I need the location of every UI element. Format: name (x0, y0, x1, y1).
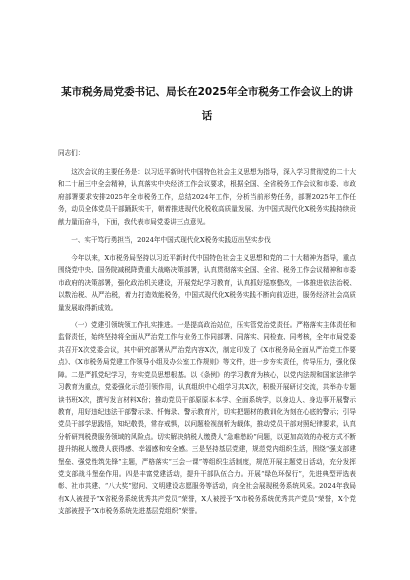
party-building-paragraph: （一）党建引领统领工作扎实推进。一是提高政治站位，压实管党治党责任。严格落实主体责任和监督责任，始终坚持将全面从严治党工作与业务工作同部署、同落实、同检查、同考核，全年市局党委共召开X次党委会议，其中研究部署从严治党内容X次，制定印发了《X市税务局全面从严治党工作要点》、《X市税务局党建工作领导小组及办公室工作规则》等文件，进一步夯实责任，传导压力，强化保障。二是严抓党纪学习，夯实党员思想根基。以《条例》的学习教育为核心，以党内法规和国家法律学习教育为重点，党委强化示范引领作用，认真组织中心组学习共X次，积极开展研讨交流，共举办专题读书班X次，撰写发言材料X份；推动党员干部原原本本学、全面系统学，以身边人、身边事开展警示教育，用好违纪违法干部警示录、忏悔录、警示教育片，切实把题材的教训化为刻在心底的警示；引导党员干部学思践悟，知纪敬畏，常存戒惧，以问题检视剖析为载体，推动党员干部对照纪律要求，认真分析研判税费服务领域的风险点。切实解决纳税人缴费人“急难愁盼”问题，以更加高效的办税方式不断提升纳税人缴费人获得感、幸福感和安全感。三是坚持基层党建，规范党内组织生活，围绕“强支部建堡垒、强党性筑先锋”主题，严格落实“三会一课”等组织生活制度，规范开展主题党日活动，充分发挥党支部战斗堡垒作用。四是丰富党建活动，提升干部队伍合力。开展“绿色环保行”，先进典型评选表彰、社市共建、“八大奖”慰问、文明建设志愿服务等活动，向全社会展现税务系统风采。2024年我局有X人被授予“X省税务系统优秀共产党员”荣誉，X人被授予“X市税务系统优秀共产党员”荣誉，X个党支部被授予“X市税务系统先进基层党组织”荣誉。 (58, 321, 356, 516)
document-title: 某市税务局党委书记、局长在2025年全市税务工作会议上的讲话 (61, 86, 353, 122)
section-heading: 一、实干笃行勇担当，2024年中国式现代化X税务实践迈出坚实步伐 (71, 236, 271, 245)
intro-paragraph: 这次会议的主要任务是：以习近平新时代中国特色社会主义思想为指导，深入学习贯彻党的二十大和二十届三中全会精神，认真落实中央经济工作会议要求，根据全国、全省税务工作会议和市委、市政府部署要求安排2025年全市税务工作，总结2024年工作，分析当前形势任务，部署2025年工作任务，动员全体党员干部踊跃实干，朝着推进现代化税收高质量发展、为中国式现代化X税务实践持续贡献力量而奋斗，下面，我代表市局党委讲三点意见。 (58, 168, 356, 226)
summary-paragraph: 今年以来，X市税务局坚持以习近平新时代中国特色社会主义思想和党的二十大精神为指导，重点围绕党中央、国务院减税降费重大战略决策部署，认真贯彻落实全国、全省、税务工作会议精神和市委市政府的决策部署，强化政治机关建设，开展党纪学习教育，认真抓好巡察整改，一体推进依法治税、以数治税、从严治税，着力打造效能税务，中国式现代化X税务实践不断向前迈进，服务经济社会高质量发展取得新成效。 (58, 254, 356, 312)
salutation: 同志们： (58, 149, 85, 157)
